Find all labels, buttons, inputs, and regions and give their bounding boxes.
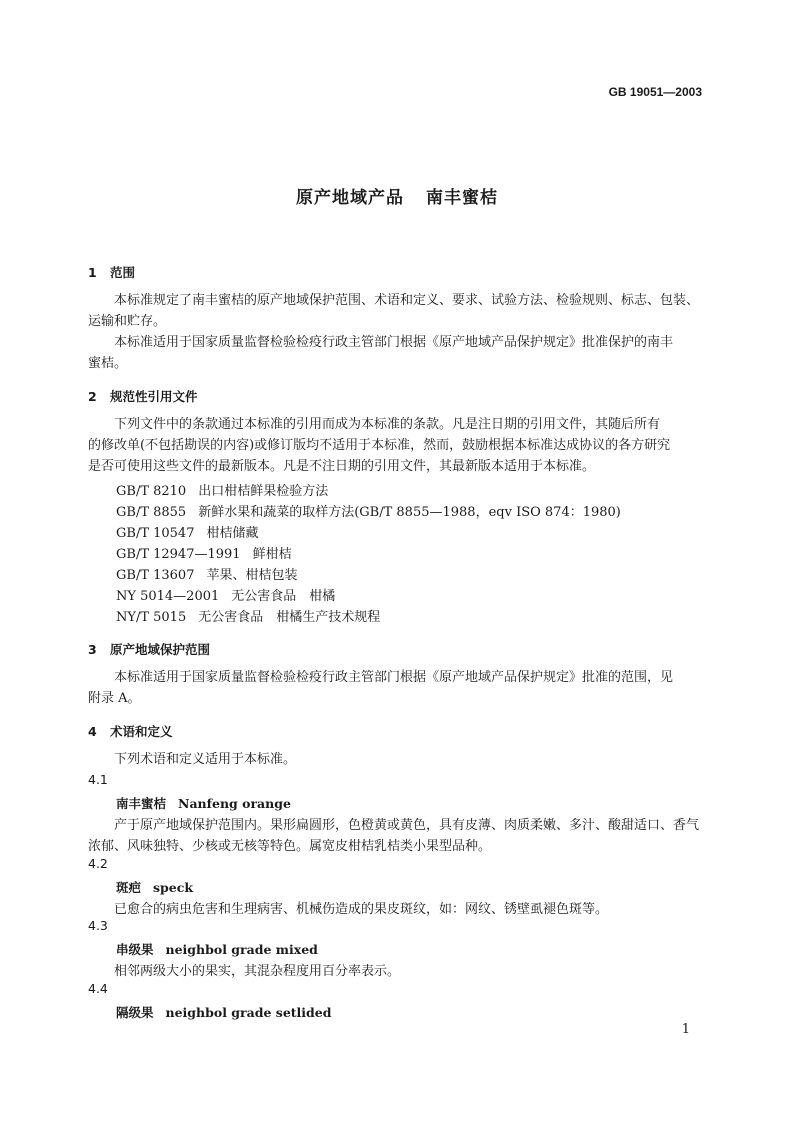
reference-name: 无公害食品 柑橘 xyxy=(231,589,336,604)
reference-code: GB/T 13607 xyxy=(116,568,195,583)
page-number: 1 xyxy=(681,1022,690,1037)
section-number: 3 xyxy=(88,642,97,657)
document-title xyxy=(0,183,794,208)
text-line: 运输和贮存。 xyxy=(88,314,167,329)
reference-item xyxy=(116,501,621,520)
reference-code: NY/T 5015 xyxy=(116,610,187,625)
section-3-heading xyxy=(88,640,210,658)
term-definition xyxy=(88,961,704,982)
reference-name: 苹果、柑桔包装 xyxy=(206,568,298,583)
reference-item xyxy=(116,522,259,541)
section-1-para-1 xyxy=(88,290,704,332)
title-part1: 原产地域产品 xyxy=(296,188,404,208)
term-cn: 斑疤 xyxy=(116,880,142,895)
text-line: 本标准适用于国家质量监督检验检疫行政主管部门根据《原产地域产品保护规定》批准的范围，见 xyxy=(114,670,674,685)
reference-name: 鲜柑桔 xyxy=(252,547,292,562)
reference-item xyxy=(116,543,292,562)
section-number: 1 xyxy=(88,265,97,280)
reference-name: 新鲜水果和蔬菜的取样方法(GB/T 8855—1988，eqv ISO 874：1980) xyxy=(198,505,621,520)
text-line: 是否可使用这些文件的最新版本。凡是不注日期的引用文件，其最新版本适用于本标准。 xyxy=(88,459,596,474)
section-1-para-2 xyxy=(88,332,704,374)
section-number: 4 xyxy=(88,724,97,739)
term-heading xyxy=(116,794,291,812)
reference-item xyxy=(116,606,380,625)
section-title: 范围 xyxy=(110,265,136,280)
term-number: 4.1 xyxy=(88,772,108,787)
section-3-para-1 xyxy=(88,667,704,709)
term-heading xyxy=(116,940,318,958)
reference-code: GB/T 10547 xyxy=(116,526,195,541)
reference-name: 出口柑桔鲜果检验方法 xyxy=(198,484,329,499)
reference-item xyxy=(116,480,328,499)
term-number: 4.3 xyxy=(88,918,108,933)
term-definition xyxy=(88,899,704,920)
reference-name: 无公害食品 柑橘生产技术规程 xyxy=(198,610,381,625)
reference-item xyxy=(116,564,298,583)
text-line: 下列文件中的条款通过本标准的引用而成为本标准的条款。凡是注日期的引用文件，其随后所有 xyxy=(114,417,661,432)
text-line: 相邻两级大小的果实，其混杂程度用百分率表示。 xyxy=(114,964,401,979)
text-line: 产于原产地域保护范围内。果形扁圆形，色橙黄或黄色，具有皮薄、肉质柔嫩、多汁、酸甜适口、香气 xyxy=(114,818,700,833)
reference-code: GB/T 12947—1991 xyxy=(116,547,241,562)
text-line: 本标准适用于国家质量监督检验检疫行政主管部门根据《原产地域产品保护规定》批准保护的南丰 xyxy=(114,335,674,350)
text-line: 的修改单(不包括勘误的内容)或修订版均不适用于本标准，然而，鼓励根据本标准达成协议的各方研究 xyxy=(88,438,671,453)
section-4-intro xyxy=(88,749,704,770)
term-definition xyxy=(88,815,704,857)
standard-code: GB 19051—2003 xyxy=(608,85,702,99)
text-line: 浓郁、风味独特、少核或无核等特色。属宽皮柑桔乳桔类小果型品种。 xyxy=(88,839,492,854)
section-2-para-1 xyxy=(88,414,704,477)
text-line: 本标准规定了南丰蜜桔的原产地域保护范围、术语和定义、要求、试验方法、检验规则、标志、包装、 xyxy=(114,293,700,308)
section-1-heading xyxy=(88,263,135,281)
term-cn: 南丰蜜桔 xyxy=(116,796,167,811)
term-en: speck xyxy=(153,880,194,895)
reference-code: NY 5014—2001 xyxy=(116,589,220,604)
text-line: 附录 A。 xyxy=(88,691,141,706)
title-part2: 南丰蜜桔 xyxy=(426,188,498,208)
section-4-heading xyxy=(88,722,173,740)
text-line: 蜜桔。 xyxy=(88,356,128,371)
term-cn: 串级果 xyxy=(116,942,154,957)
section-title: 规范性引用文件 xyxy=(110,389,198,404)
term-number: 4.2 xyxy=(88,856,108,871)
section-number: 2 xyxy=(88,389,97,404)
term-heading xyxy=(116,1003,331,1021)
reference-name: 柑桔储藏 xyxy=(206,526,259,541)
term-number: 4.4 xyxy=(88,981,108,996)
term-en: Nanfeng orange xyxy=(178,796,291,811)
reference-item xyxy=(116,585,335,604)
text-line: 下列术语和定义适用于本标准。 xyxy=(114,752,297,767)
text-line: 已愈合的病虫危害和生理病害、机械伤造成的果皮斑纹，如：网纹、锈壁虱褪色斑等。 xyxy=(114,902,609,917)
reference-code: GB/T 8855 xyxy=(116,505,187,520)
term-en: neighbol grade setlided xyxy=(165,1005,332,1020)
section-title: 原产地域保护范围 xyxy=(110,642,211,657)
section-title: 术语和定义 xyxy=(110,724,173,739)
section-2-heading xyxy=(88,387,198,405)
term-en: neighbol grade mixed xyxy=(165,942,318,957)
term-cn: 隔级果 xyxy=(116,1005,154,1020)
term-heading xyxy=(116,878,193,896)
reference-code: GB/T 8210 xyxy=(116,484,187,499)
